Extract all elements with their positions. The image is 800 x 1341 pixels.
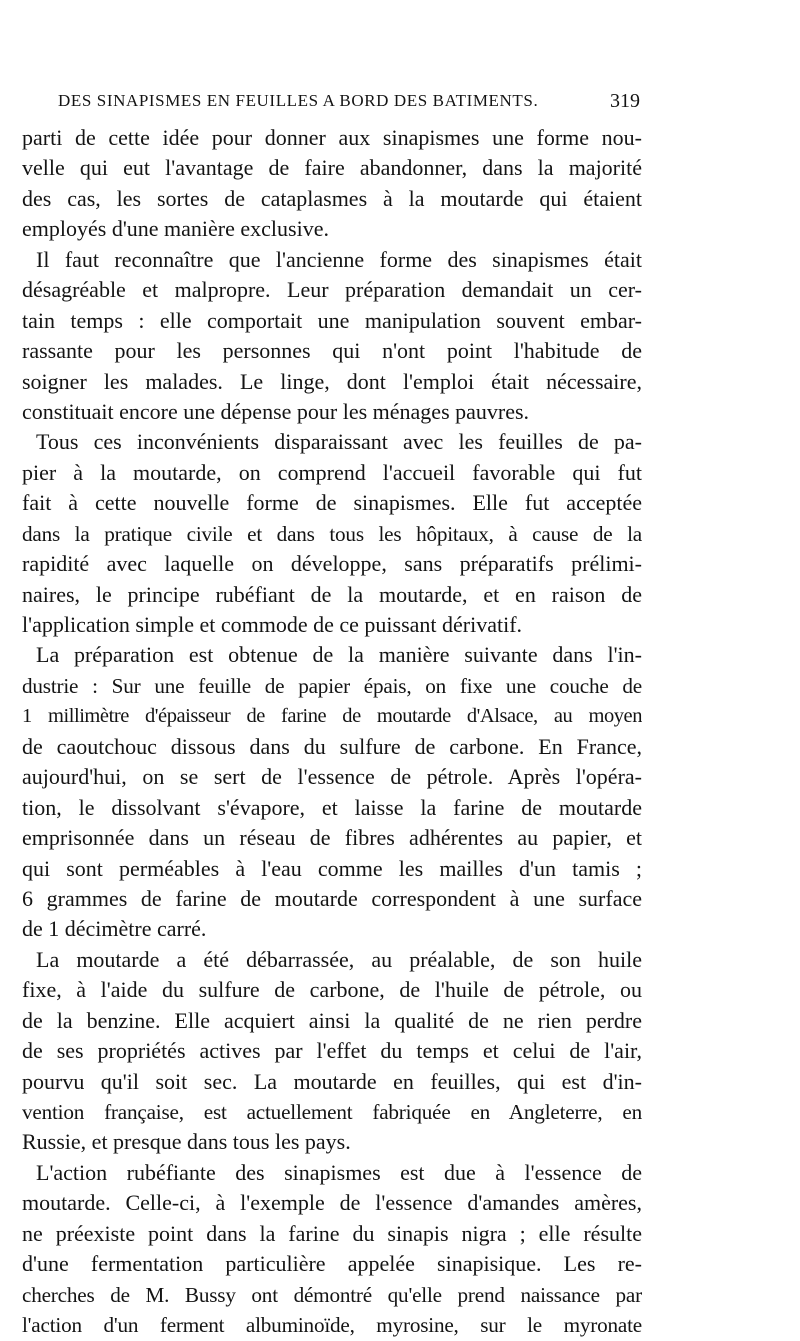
- running-title: DES SINAPISMES EN FEUILLES A BORD DES BATIMENTS.: [58, 91, 539, 110]
- text-line: La préparation est obtenue de la manière suivante dans l'in-: [36, 642, 642, 668]
- text-line: fait à cette nouvelle forme de sinapismes. Elle fut acceptée: [22, 490, 642, 516]
- page-number: 319: [610, 90, 640, 112]
- text-line: constituait encore une dépense pour les ménages pauvres.: [22, 398, 530, 424]
- text-line: d'une fermentation particulière appelée sinapisique. Les re-: [22, 1251, 642, 1277]
- text-line: La moutarde a été débarrassée, au préalable, de son huile: [36, 946, 642, 972]
- text-line: rapidité avec laquelle on développe, sans préparatifs prélimi-: [22, 551, 642, 577]
- text-line: emprisonnée dans un réseau de fibres adhérentes au papier, et: [22, 825, 642, 851]
- text-line: de 1 décimètre carré.: [22, 916, 207, 942]
- text-line: désagréable et malpropre. Leur préparation demandait un cer-: [22, 277, 642, 303]
- text-line: Il faut reconnaître que l'ancienne forme des sinapismes était: [36, 246, 642, 272]
- text-line: des cas, les sortes de cataplasmes à la moutarde qui étaient: [22, 185, 642, 211]
- text-line: tain temps : elle comportait une manipulation souvent embar-: [22, 307, 642, 333]
- text-line: fixe, à l'aide du sulfure de carbone, de l'huile de pétrole, ou: [22, 977, 642, 1003]
- text-line: de ses propriétés actives par l'effet du temps et celui de l'air,: [22, 1038, 642, 1064]
- text-line: tion, le dissolvant s'évapore, et laisse la farine de moutarde: [22, 794, 642, 820]
- text-line: dustrie : Sur une feuille de papier épais, on fixe une couche de: [22, 673, 642, 698]
- text-line: naires, le principe rubéfiant de la moutarde, et en raison de: [22, 581, 642, 607]
- text-line: velle qui eut l'avantage de faire abandonner, dans la majorité: [22, 155, 642, 181]
- text-line: aujourd'hui, on se sert de l'essence de pétrole. Après l'opéra-: [22, 764, 642, 790]
- text-line: dans la pratique civile et dans tous les hôpitaux, à cause de la: [22, 521, 642, 546]
- text-line: pourvu qu'il soit sec. La moutarde en feuilles, qui est d'in-: [22, 1068, 642, 1094]
- text-line: moutarde. Celle-ci, à l'exemple de l'essence d'amandes amères,: [22, 1190, 642, 1216]
- running-head: [58, 86, 640, 116]
- text-line: pier à la moutarde, on comprend l'accueil favorable qui fut: [22, 459, 642, 485]
- text-line: de caoutchouc dissous dans du sulfure de carbone. En France,: [22, 733, 642, 759]
- text-line: l'action d'un ferment albuminoïde, myrosine, sur le myronate: [22, 1313, 642, 1338]
- text-line: ne préexiste point dans la farine du sinapis nigra ; elle résulte: [22, 1220, 642, 1246]
- text-line: cherches de M. Bussy ont démontré qu'elle prend naissance par: [22, 1282, 642, 1307]
- text-line: vention française, est actuellement fabriquée en Angleterre, en: [22, 1100, 642, 1124]
- text-line: de la benzine. Elle acquiert ainsi la qualité de ne rien perdre: [22, 1007, 642, 1033]
- text-line: rassante pour les personnes qui n'ont point l'habitude de: [22, 338, 642, 364]
- body-text: [22, 123, 642, 1341]
- text-line: 6 grammes de farine de moutarde correspondent à une surface: [22, 885, 642, 911]
- text-line: Tous ces inconvénients disparaissant avec les feuilles de pa-: [36, 429, 642, 455]
- text-line: qui sont perméables à l'eau comme les mailles d'un tamis ;: [22, 855, 642, 881]
- text-line: employés d'une manière exclusive.: [22, 216, 329, 242]
- text-line: parti de cette idée pour donner aux sinapismes une forme nou-: [22, 125, 642, 150]
- text-line: l'application simple et commode de ce puissant dérivatif.: [22, 612, 523, 637]
- text-line: soigner les malades. Le linge, dont l'emploi était nécessaire,: [22, 368, 642, 394]
- text-line: 1 millimètre d'épaisseur de farine de moutarde d'Alsace, au moyen: [22, 705, 642, 728]
- text-line: Russie, et presque dans tous les pays.: [22, 1129, 351, 1155]
- text-line: L'action rubéfiante des sinapismes est due à l'essence de: [36, 1159, 642, 1185]
